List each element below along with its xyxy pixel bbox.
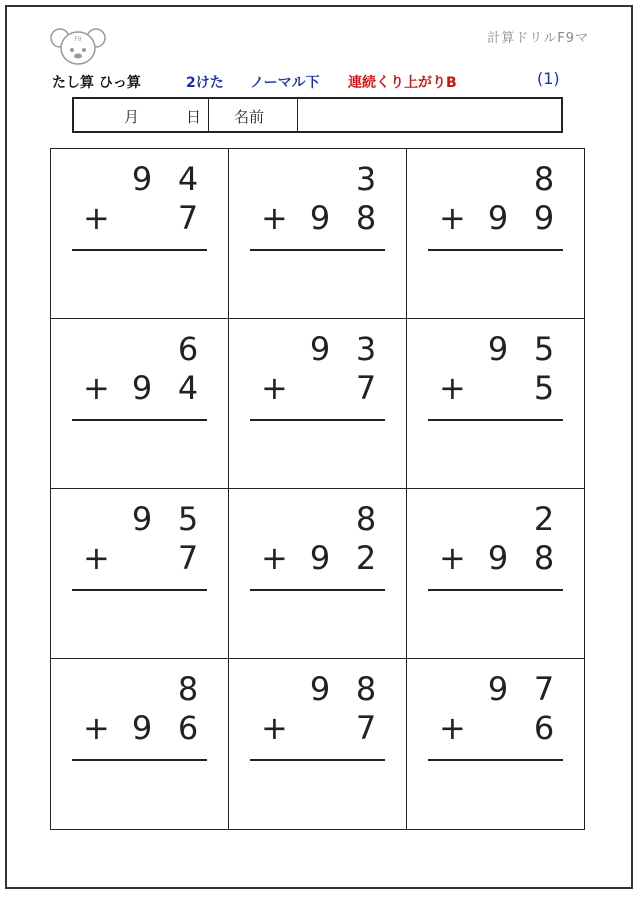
addend-top-ones: 3 (355, 160, 377, 198)
addend-top-ones: 8 (355, 500, 377, 538)
plus-sign: + (439, 539, 466, 577)
addend-top-ones: 5 (177, 500, 199, 538)
problem-cell[interactable] (407, 659, 584, 829)
answer-line (250, 419, 385, 421)
sheet-number: (1) (537, 69, 560, 88)
addend-bottom-tens: 9 (131, 369, 153, 407)
addend-bottom-tens: 9 (487, 199, 509, 237)
answer-line (72, 419, 207, 421)
addend-top-tens: 9 (309, 670, 331, 708)
addend-top-tens: 9 (131, 500, 153, 538)
addend-top-ones: 4 (177, 160, 199, 198)
plus-sign: + (261, 539, 288, 577)
answer-line (72, 759, 207, 761)
month-label: 月 (124, 108, 140, 126)
logo-text: F9 (74, 36, 82, 43)
problem-cell[interactable] (51, 319, 229, 489)
name-divider (297, 99, 298, 131)
addend-top-tens: 9 (309, 330, 331, 368)
plus-sign: + (83, 369, 110, 407)
plus-sign: + (83, 539, 110, 577)
name-date-box[interactable] (72, 97, 563, 133)
answer-line (250, 249, 385, 251)
title-main: たし算 ひっ算 (52, 75, 141, 91)
addend-bottom-ones: 7 (355, 369, 377, 407)
problem-cell[interactable] (407, 489, 584, 659)
plus-sign: + (261, 199, 288, 237)
problem-grid (50, 148, 585, 830)
answer-line (428, 249, 563, 251)
plus-sign: + (83, 709, 110, 747)
addend-bottom-ones: 7 (355, 709, 377, 747)
addend-bottom-ones: 5 (533, 369, 555, 407)
plus-sign: + (439, 709, 466, 747)
answer-line (72, 249, 207, 251)
addend-bottom-ones: 7 (177, 539, 199, 577)
addend-top-ones: 5 (533, 330, 555, 368)
addend-top-ones: 3 (355, 330, 377, 368)
brand-label: 計算ドリルF9マ (487, 31, 589, 46)
addend-bottom-ones: 6 (177, 709, 199, 747)
addend-top-ones: 8 (355, 670, 377, 708)
problem-cell[interactable] (51, 659, 229, 829)
addend-top-ones: 2 (533, 500, 555, 538)
worksheet-title (52, 69, 572, 92)
answer-line (250, 759, 385, 761)
date-divider (208, 99, 209, 131)
problem-cell[interactable] (229, 659, 407, 829)
title-mode: ノーマル下 (250, 75, 320, 91)
problem-cell[interactable] (229, 489, 407, 659)
addend-top-tens: 9 (131, 160, 153, 198)
addend-bottom-ones: 9 (533, 199, 555, 237)
addend-bottom-ones: 4 (177, 369, 199, 407)
day-label: 日 (186, 108, 202, 126)
addend-top-tens: 9 (487, 330, 509, 368)
answer-line (428, 759, 563, 761)
plus-sign: + (261, 369, 288, 407)
problem-cell[interactable] (407, 319, 584, 489)
addend-bottom-tens: 9 (309, 539, 331, 577)
plus-sign: + (261, 709, 288, 747)
addend-bottom-ones: 7 (177, 199, 199, 237)
plus-sign: + (439, 369, 466, 407)
answer-line (72, 589, 207, 591)
problem-cell[interactable] (51, 149, 229, 319)
addend-top-ones: 7 (533, 670, 555, 708)
title-digits: 2けた (186, 75, 224, 91)
plus-sign: + (83, 199, 110, 237)
title-carry: 連続くり上がりB (348, 75, 457, 91)
addend-bottom-ones: 6 (533, 709, 555, 747)
addend-bottom-ones: 8 (533, 539, 555, 577)
addend-bottom-ones: 8 (355, 199, 377, 237)
addend-bottom-tens: 9 (131, 709, 153, 747)
addend-top-ones: 8 (533, 160, 555, 198)
addend-top-tens: 9 (487, 670, 509, 708)
answer-line (250, 589, 385, 591)
problem-cell[interactable] (407, 149, 584, 319)
addend-bottom-tens: 9 (487, 539, 509, 577)
addend-bottom-tens: 9 (309, 199, 331, 237)
plus-sign: + (439, 199, 466, 237)
problem-cell[interactable] (229, 149, 407, 319)
addend-top-ones: 8 (177, 670, 199, 708)
addend-bottom-ones: 2 (355, 539, 377, 577)
problem-cell[interactable] (229, 319, 407, 489)
addend-top-ones: 6 (177, 330, 199, 368)
answer-line (428, 589, 563, 591)
problem-cell[interactable] (51, 489, 229, 659)
name-label: 名前 (234, 108, 265, 126)
mouse-logo-icon (50, 24, 106, 68)
answer-line (428, 419, 563, 421)
